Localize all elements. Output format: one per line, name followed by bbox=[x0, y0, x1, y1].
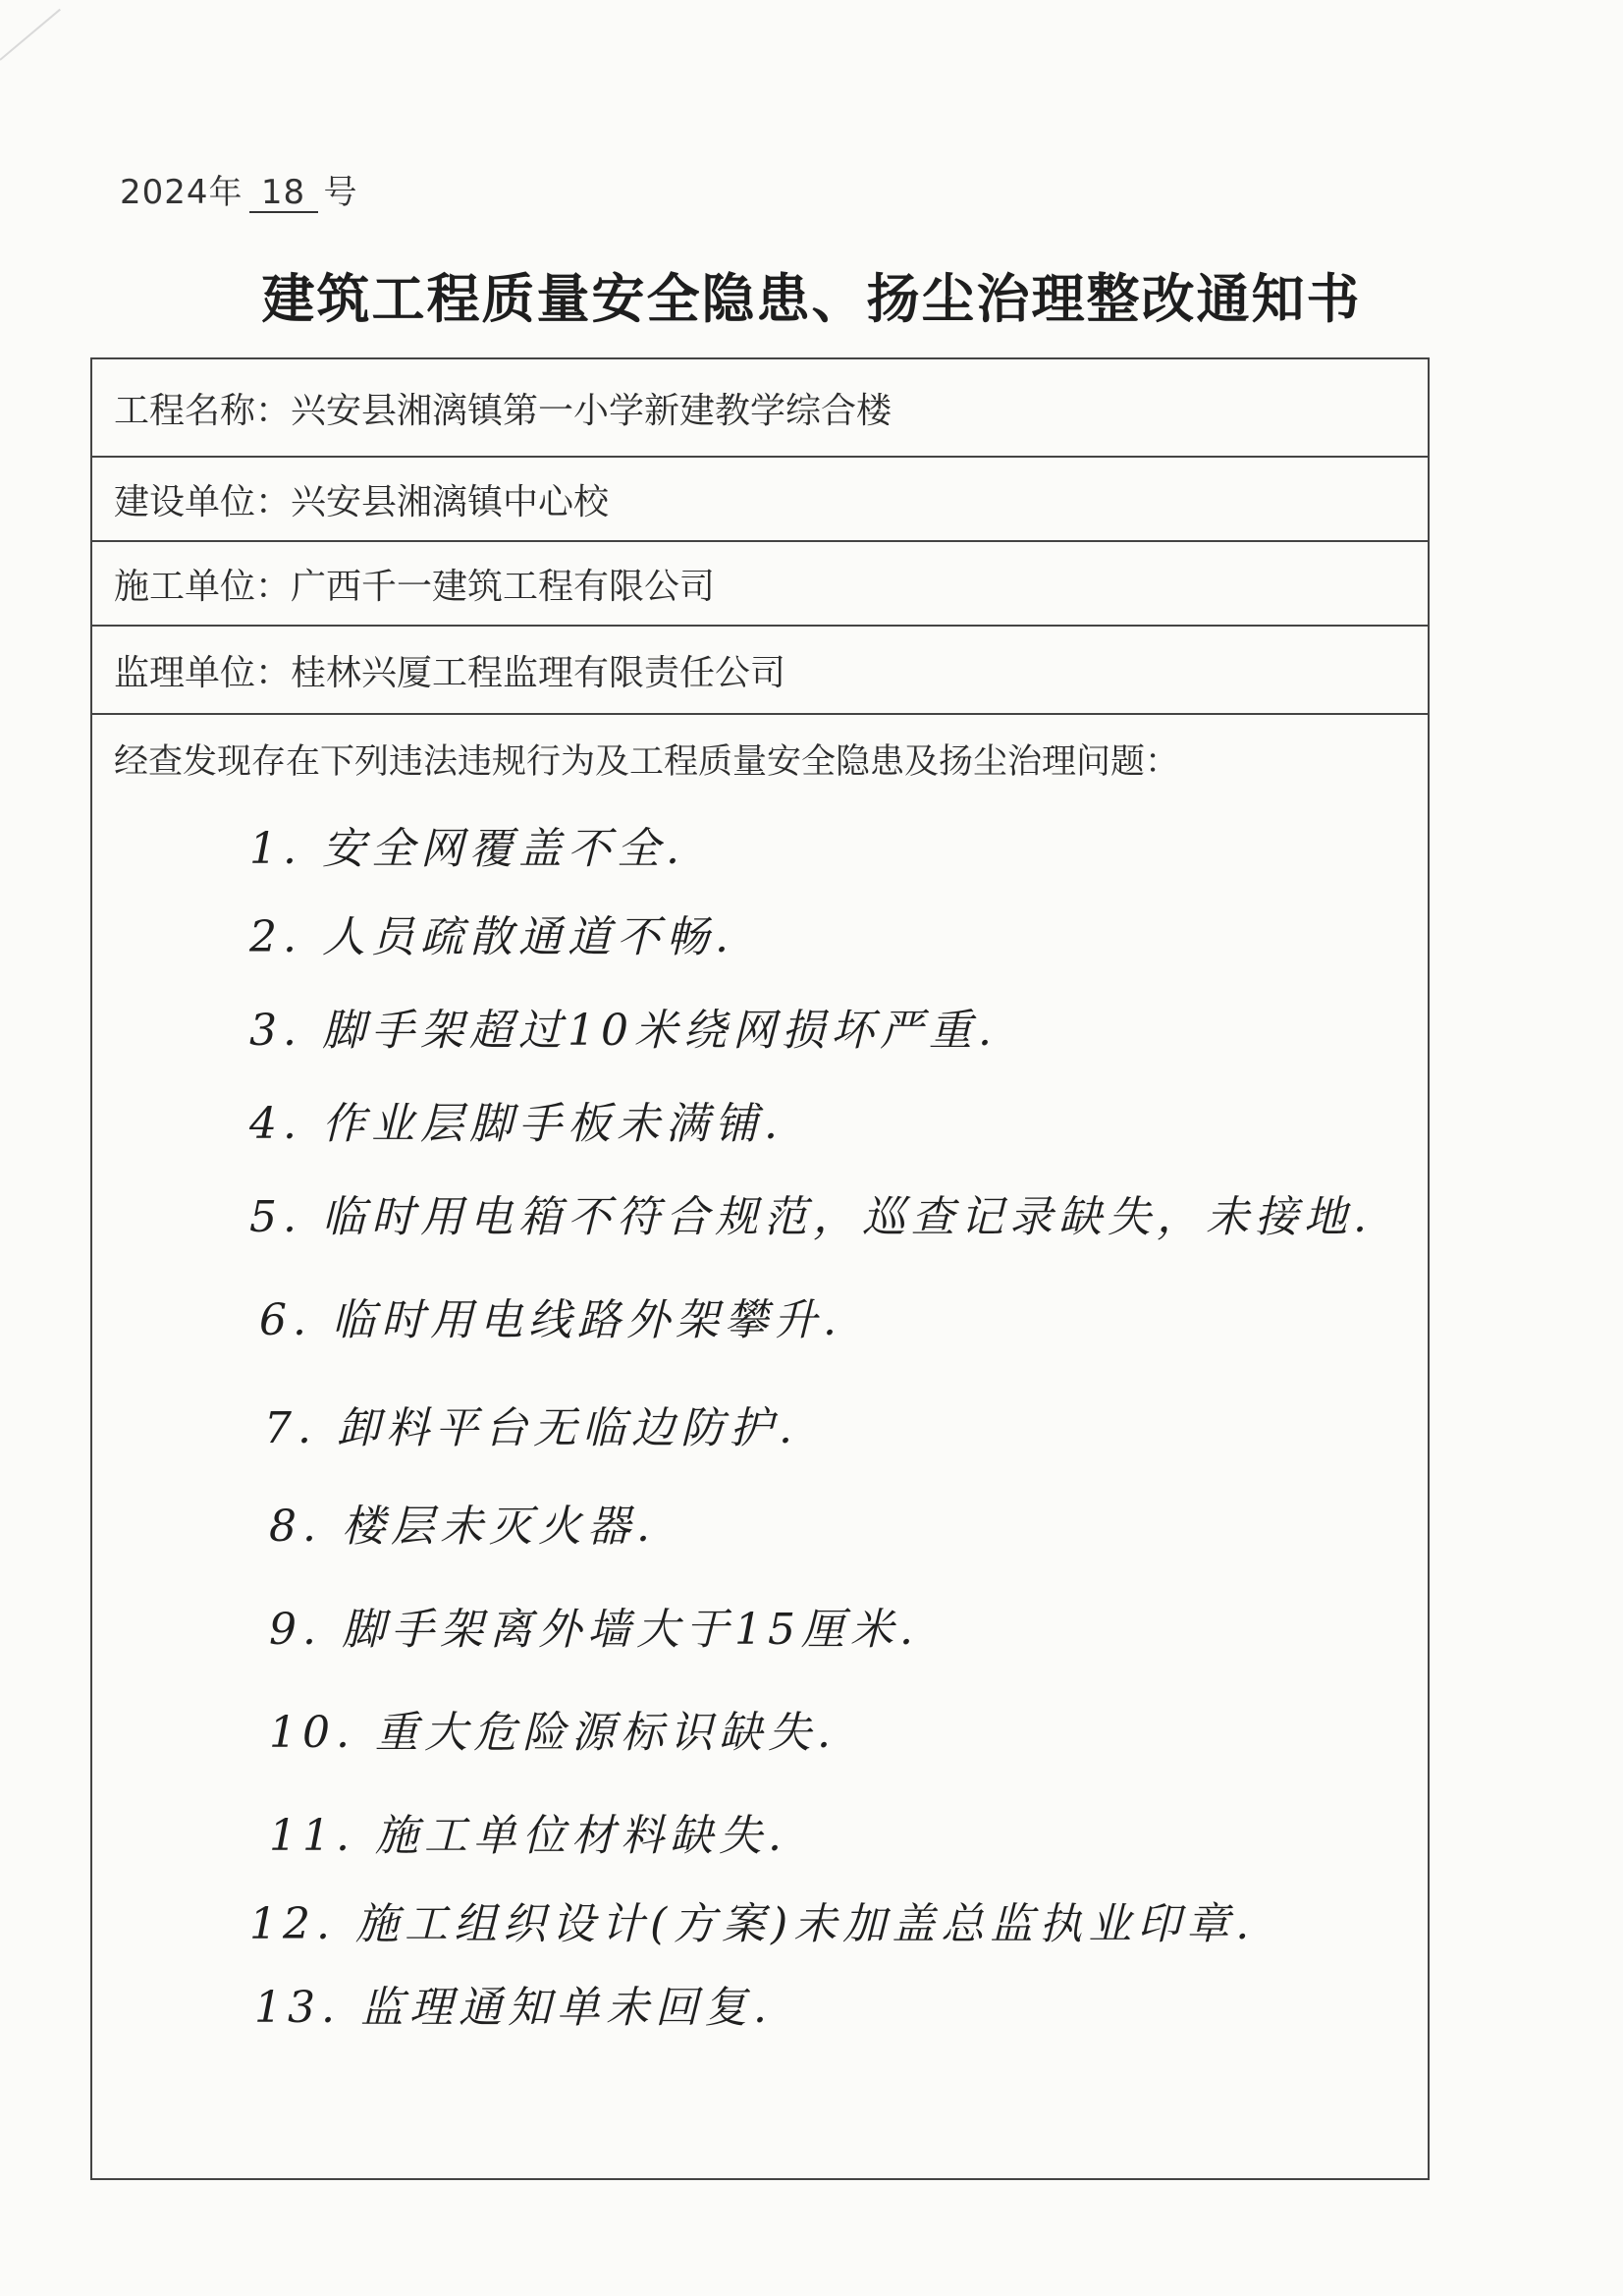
finding-item: 13. 监理通知单未回复. bbox=[254, 1983, 773, 2033]
scan-corner-mark bbox=[0, 9, 61, 61]
finding-item: 10. 重大危险源标识缺失. bbox=[269, 1708, 837, 1758]
construction-unit-value: 广西千一建筑工程有限公司 bbox=[291, 566, 716, 607]
construction-unit-row bbox=[92, 542, 1428, 627]
client-unit-label: 建设单位： bbox=[114, 481, 292, 522]
project-name-row bbox=[92, 359, 1428, 458]
finding-item: 4. 作业层脚手板未满铺. bbox=[249, 1099, 784, 1149]
document-title: 建筑工程质量安全隐患、扬尘治理整改通知书 bbox=[261, 267, 1362, 330]
notice-form bbox=[90, 357, 1430, 2180]
document-number bbox=[120, 165, 358, 213]
doc-number-value: 18 bbox=[249, 176, 318, 213]
supervision-unit-label: 监理单位： bbox=[114, 652, 292, 693]
client-unit-row bbox=[92, 458, 1428, 542]
finding-item: 8. 楼层未灭火器. bbox=[269, 1502, 656, 1552]
supervision-unit-row bbox=[92, 627, 1428, 715]
finding-item: 6. 临时用电线路外架攀升. bbox=[259, 1295, 842, 1345]
finding-item: 2. 人员疏散通道不畅. bbox=[249, 912, 734, 962]
finding-item: 1. 安全网覆盖不全. bbox=[249, 824, 685, 874]
construction-unit-label: 施工单位： bbox=[114, 566, 292, 607]
findings-section bbox=[92, 715, 1428, 2178]
finding-item: 7. 卸料平台无临边防护. bbox=[264, 1403, 798, 1453]
client-unit-value: 兴安县湘漓镇中心校 bbox=[291, 481, 610, 522]
doc-year: 2024 bbox=[120, 173, 209, 212]
supervision-unit-value: 桂林兴厦工程监理有限责任公司 bbox=[291, 652, 786, 693]
project-name-label: 工程名称： bbox=[114, 390, 292, 431]
finding-item: 12. 施工组织设计(方案)未加盖总监执业印章. bbox=[249, 1899, 1256, 1949]
findings-intro: 经查发现存在下列违法违规行为及工程质量安全隐患及扬尘治理问题： bbox=[114, 742, 1180, 782]
doc-year-suffix: 年 bbox=[208, 173, 243, 212]
finding-item: 5. 临时用电箱不符合规范，巡查记录缺失，未接地. bbox=[249, 1192, 1373, 1242]
finding-item: 9. 脚手架离外墙大于15厘米. bbox=[269, 1605, 919, 1655]
doc-number-suffix: 号 bbox=[323, 173, 358, 212]
finding-item: 3. 脚手架超过10米绕网损坏严重. bbox=[249, 1006, 998, 1056]
project-name-value: 兴安县湘漓镇第一小学新建教学综合楼 bbox=[291, 390, 893, 431]
finding-item: 11. 施工单位材料缺失. bbox=[269, 1811, 787, 1861]
